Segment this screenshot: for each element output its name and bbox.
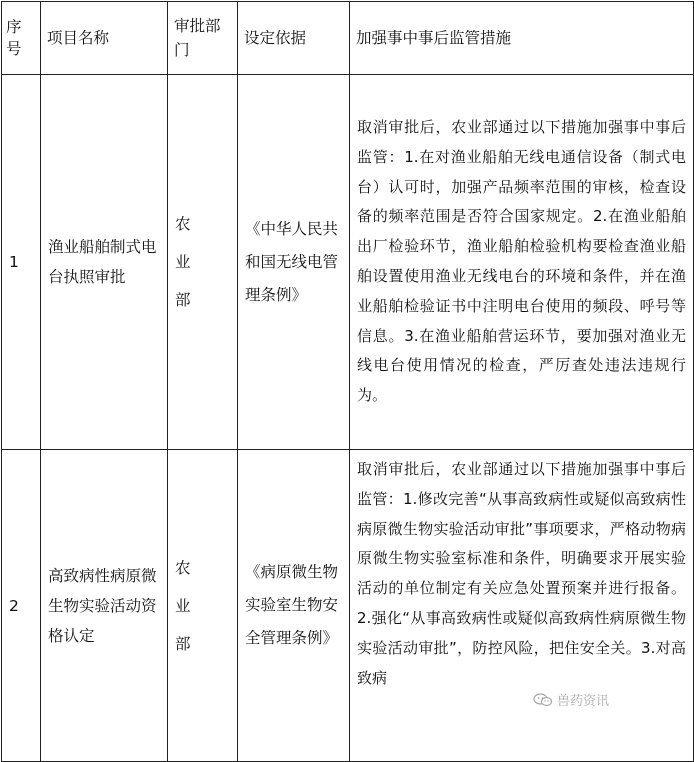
header-seq: 序号 xyxy=(2,2,41,75)
watermark xyxy=(533,690,609,709)
row-basis: 《中华人民共和国无线电管理条例》 xyxy=(238,75,350,450)
row-measures: 取消审批后，农业部通过以下措施加强事中事后监管：1.修改完善“从事高致病性或疑似高致病性病原微生物实验活动审批”事项要求，严格动物病原微生物实验室标准和条件，明确要求开展实验活动的单位制定有关应急处置预案并进行报备。2.强化“从事高致病性或疑似高致病性病原微生物实验活动审批”，防控风险，把住安全关。3.对高致病 xyxy=(350,450,694,762)
row-dept-text: 农业部 xyxy=(175,558,207,653)
header-dept: 审批部门 xyxy=(168,2,238,75)
row-dept xyxy=(168,450,238,762)
table-row xyxy=(2,450,694,762)
watermark-text: 兽药资讯 xyxy=(556,694,609,709)
row-basis: 《病原微生物实验室生物安全管理条例》 xyxy=(238,450,350,762)
row-measures: 取消审批后，农业部通过以下措施加强事中事后监管：1.在对渔业船舶无线电通信设备（制式电台）认可时，加强产品频率范围的审核，检查设备的频率范围是否符合国家规定。2.在渔业船舶出厂检验环节，渔业船舶检验机构要检查渔业船舶设置使用渔业无线电台的环境和条件，并在渔业船舶检验证书中注明电台使用的频段、呼号等信息。3.在渔业船舶营运环节，要加强对渔业无线电台使用情况的检查，严厉查处违法违规行为。 xyxy=(350,75,694,450)
regulation-table xyxy=(1,1,694,762)
row-seq: 2 xyxy=(2,450,41,762)
header-measures: 加强事中事后监管措施 xyxy=(350,2,694,75)
row-project-name: 渔业船舶制式电台执照审批 xyxy=(41,75,168,450)
table-row xyxy=(2,75,694,450)
row-dept xyxy=(168,75,238,450)
wechat-icon xyxy=(533,693,553,707)
header-basis: 设定依据 xyxy=(238,2,350,75)
row-project-name: 高致病性病原微生物实验活动资格认定 xyxy=(41,450,168,762)
header-name: 项目名称 xyxy=(41,2,168,75)
table-header-row xyxy=(2,2,694,75)
row-seq: 1 xyxy=(2,75,41,450)
row-dept-text: 农业部 xyxy=(175,215,207,309)
